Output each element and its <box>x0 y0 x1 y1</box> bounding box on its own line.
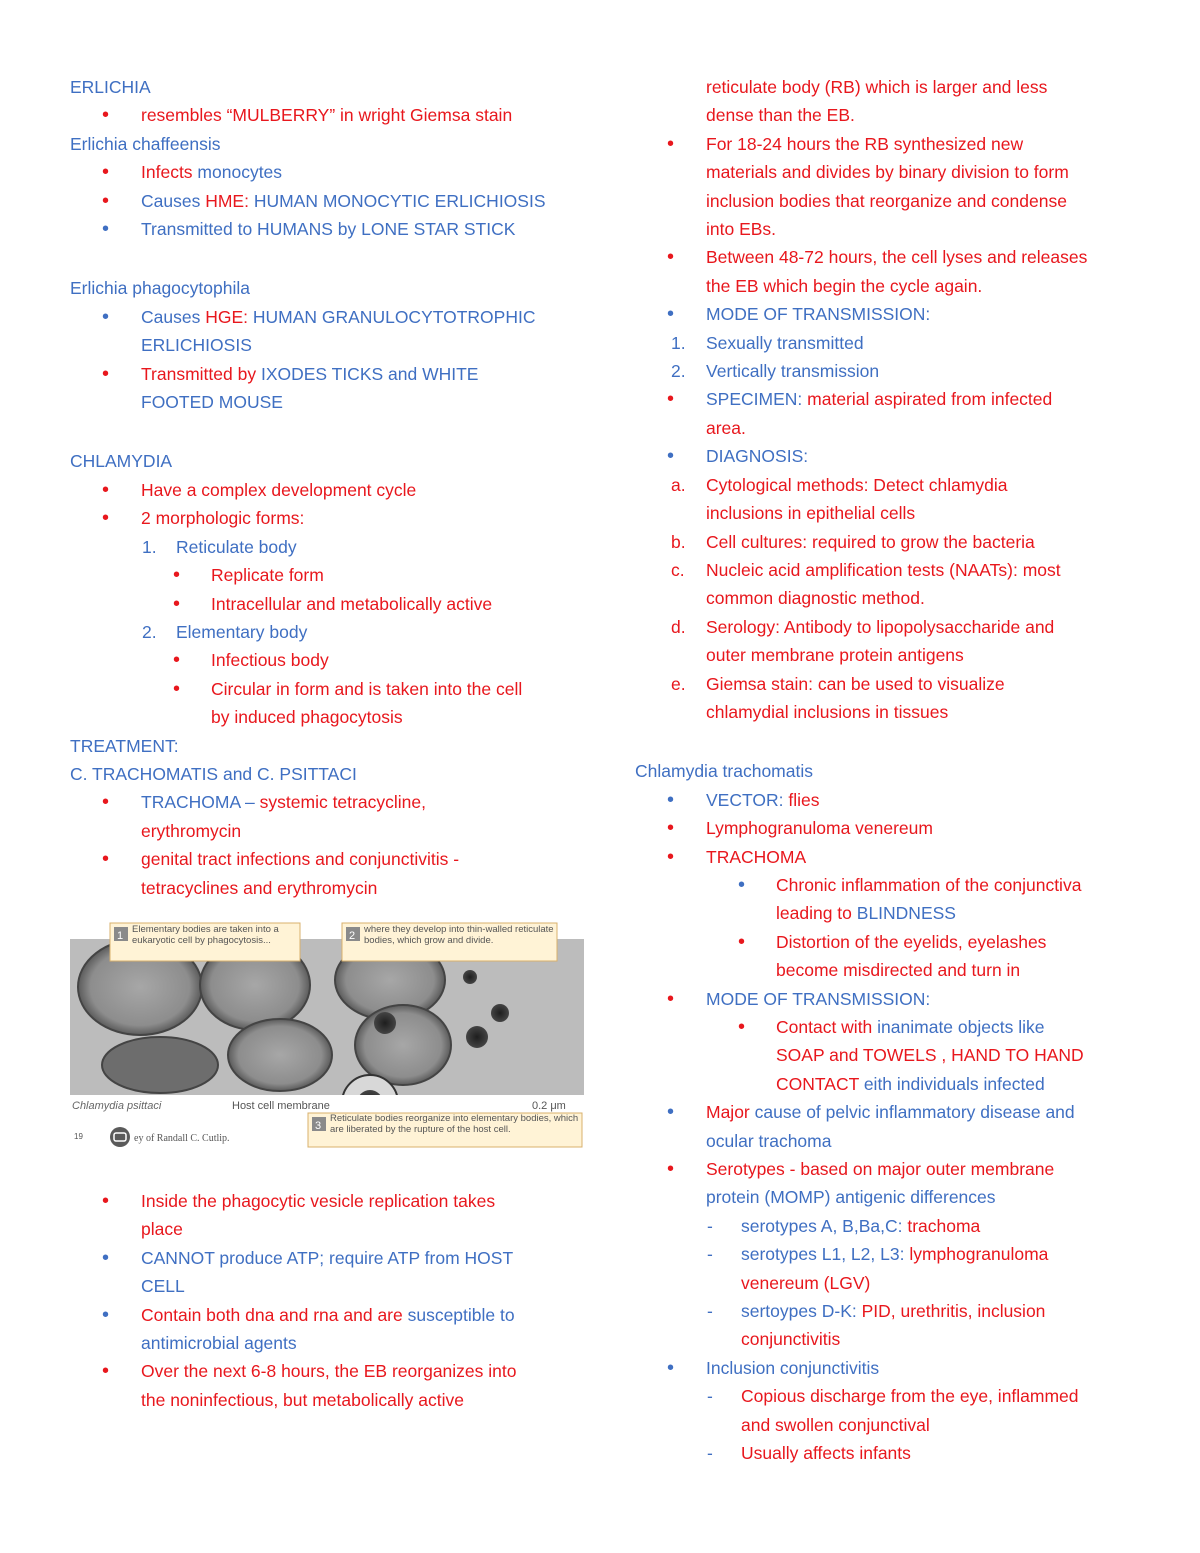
credit-caption: ey of Randall C. Cutlip. <box>134 1132 230 1144</box>
micrograph-svg <box>70 917 584 1149</box>
sub-item: • Distortion of the eyelids, eyelashes <box>635 928 1145 956</box>
bullet-icon: • <box>102 1360 110 1383</box>
dash-item-continuation: venereum (LGV) <box>741 1272 871 1293</box>
sub-item-continuation: leading to BLINDNESS <box>776 903 956 924</box>
host-cell-region <box>102 1037 218 1093</box>
elementary-body <box>466 1026 488 1048</box>
phagocytophila-heading: Erlichia phagocytophila <box>70 278 250 299</box>
bullet-icon: • <box>102 1303 110 1326</box>
bullet-icon: • <box>102 1189 110 1212</box>
lettered-item: c. Nucleic acid amplification tests (NAATs): most <box>671 559 1061 580</box>
list-item: • Inside the phagocytic vesicle replication takes <box>70 1187 590 1215</box>
dash-item: - sertoypes D-K: PID, urethritis, inclusion <box>707 1301 1046 1322</box>
numbered-item: 2. Vertically transmission <box>671 361 880 382</box>
camera-icon <box>110 1127 130 1147</box>
sub-item: • Infectious body <box>70 646 590 674</box>
sub-item-continuation: become misdirected and turn in <box>776 960 1021 981</box>
list-item: • Causes HME: HUMAN MONOCYTIC ERLICHIOSIS <box>70 187 590 215</box>
lettered-item: e. Giemsa stain: can be used to visualize <box>671 673 1005 694</box>
list-item-continuation: the EB which begin the cycle again. <box>706 275 983 296</box>
label-box-1-text-wrap <box>132 924 298 960</box>
bullet-icon: • <box>667 817 675 840</box>
label-box-1-text: Elementary bodies are taken into a eukaryotic cell by phagocytosis... <box>132 923 279 946</box>
lettered-item-continuation: outer membrane protein antigens <box>706 645 964 666</box>
list-item: • Major cause of pelvic inflammatory disease and <box>635 1098 1145 1126</box>
species-caption: Chlamydia psittaci <box>72 1099 162 1112</box>
bullet-icon: • <box>667 303 675 326</box>
bullet-icon: • <box>102 848 110 871</box>
bullet-icon: • <box>667 388 675 411</box>
bullet-icon: • <box>173 592 181 615</box>
chlamydia-micrograph-figure <box>70 917 584 1149</box>
bullet-icon: • <box>102 791 110 814</box>
left-column <box>70 73 590 1414</box>
scale-caption: 0.2 μm <box>532 1099 566 1112</box>
list-item-continuation: place <box>141 1219 183 1240</box>
list-item: • TRACHOMA – systemic tetracycline, <box>70 788 590 816</box>
lettered-item: d. Serology: Antibody to lipopolysaccharide and <box>671 616 1055 637</box>
reticulate-body <box>228 1019 332 1091</box>
trachomatis-heading: Chlamydia trachomatis <box>635 761 813 782</box>
treatment-heading: TREATMENT: <box>70 735 179 756</box>
list-item: • genital tract infections and conjunctivitis - <box>70 845 590 873</box>
elementary-body <box>463 970 477 984</box>
bullet-icon: • <box>102 161 110 184</box>
bullet-icon: • <box>102 362 110 385</box>
label-box-2-text: where they develop into thin-walled reticulate bodies, which grow and divide. <box>364 923 554 946</box>
bullet-icon: • <box>738 1016 746 1038</box>
bullet-icon: • <box>102 478 110 501</box>
bullet-icon: • <box>738 873 746 896</box>
dash-item: - Usually affects infants <box>707 1443 911 1464</box>
list-item-continuation: materials and divides by binary division to form <box>706 162 1069 183</box>
bullet-icon: • <box>102 189 110 212</box>
dash-item-continuation: conjunctivitis <box>741 1329 841 1350</box>
bullet-icon: • <box>102 305 110 328</box>
label-box-2-text-wrap <box>364 924 554 960</box>
lettered-item: b. Cell cultures: required to grow the bacteria <box>671 531 1035 552</box>
list-item-continuation: erythromycin <box>141 820 242 841</box>
label-box-3-text: Reticulate bodies reorganize into elementary bodies, which are liberated by the rupture of the host cell. <box>330 1113 579 1135</box>
bullet-icon: • <box>667 1101 675 1124</box>
list-item: • SPECIMEN: material aspirated from infected <box>635 385 1145 413</box>
sub-item: • Contact with inanimate objects like <box>635 1013 1145 1041</box>
bullet-icon: • <box>667 987 675 1010</box>
list-item-continuation: FOOTED MOUSE <box>141 392 283 413</box>
list-item-continuation: antimicrobial agents <box>141 1333 297 1353</box>
list-item: • Between 48-72 hours, the cell lyses and releases <box>635 243 1145 271</box>
list-item: • resembles “MULBERRY” in wright Giemsa stain <box>70 101 590 129</box>
bullet-icon: • <box>667 788 675 811</box>
bullet-icon: • <box>667 1158 675 1181</box>
list-item: • For 18-24 hours the RB synthesized new <box>635 130 1145 158</box>
bullet-icon: • <box>102 218 110 241</box>
sub-item: • Circular in form and is taken into the cell <box>70 675 590 703</box>
numbered-item: 1. Sexually transmitted <box>671 332 864 353</box>
list-item: • MODE OF TRANSMISSION: <box>635 985 1145 1013</box>
bullet-icon: • <box>667 246 675 269</box>
chaffeensis-heading: Erlichia chaffeensis <box>70 133 221 154</box>
list-item: • Have a complex development cycle <box>70 476 590 504</box>
step-number-1: 1 <box>117 929 124 942</box>
list-item-continuation: dense than the EB. <box>706 105 855 126</box>
list-item: • 2 morphologic forms: <box>70 504 590 532</box>
list-item-continuation: inclusion bodies that reorganize and condense <box>706 190 1067 211</box>
list-item: • CANNOT produce ATP; require ATP from HOST <box>70 1244 590 1272</box>
list-item: • Serotypes - based on major outer membrane <box>635 1155 1145 1183</box>
bullet-icon: • <box>173 649 181 672</box>
lettered-item-continuation: chlamydial inclusions in tissues <box>706 701 949 722</box>
list-item: • Lymphogranuloma venereum <box>635 814 1145 842</box>
list-item-continuation: area. <box>706 417 746 438</box>
list-item-continuation: reticulate body (RB) which is larger and less <box>706 77 1048 97</box>
elementary-body <box>491 1004 509 1022</box>
list-item: • Transmitted by IXODES TICKS and WHITE <box>70 360 590 388</box>
list-item-continuation: protein (MOMP) antigenic differences <box>706 1187 996 1208</box>
dash-item: - Copious discharge from the eye, inflammed <box>707 1386 1079 1407</box>
dash-item: - serotypes L1, L2, L3: lymphogranuloma <box>707 1244 1049 1265</box>
bullet-icon: • <box>738 930 746 953</box>
label-box-3-text-wrap <box>330 1114 580 1146</box>
lettered-item: a. Cytological methods: Detect chlamydia <box>671 474 1008 495</box>
sub-item: • Replicate form <box>70 561 590 589</box>
numbered-item: 1. Reticulate body <box>142 536 297 557</box>
list-item-continuation: into EBs. <box>706 219 777 240</box>
bullet-icon: • <box>667 445 675 468</box>
step-number-3: 3 <box>315 1119 322 1132</box>
list-item-continuation: CELL <box>141 1276 185 1297</box>
bullet-icon: • <box>667 845 675 868</box>
list-item: • VECTOR: flies <box>635 786 1145 814</box>
list-item: • Contain both dna and rna and are susceptible to <box>70 1301 590 1329</box>
bullet-icon: • <box>667 1356 675 1379</box>
list-item: • Transmitted to HUMANS by LONE STAR STICK <box>70 215 590 243</box>
list-item-continuation: ocular trachoma <box>706 1130 832 1151</box>
list-item-continuation: ERLICHIOSIS <box>141 335 252 356</box>
list-item: • DIAGNOSIS: <box>635 442 1145 470</box>
list-item-continuation: tetracyclines and erythromycin <box>141 877 378 898</box>
list-item: • MODE OF TRANSMISSION: <box>635 300 1145 328</box>
step-number-2: 2 <box>349 929 356 942</box>
dash-item-continuation: and swollen conjunctival <box>741 1414 930 1435</box>
right-column <box>635 73 1145 1468</box>
list-item: • Infects monocytes <box>70 158 590 186</box>
list-item: • Inclusion conjunctivitis <box>635 1354 1145 1382</box>
bullet-icon: • <box>667 132 675 155</box>
list-item: • Over the next 6-8 hours, the EB reorganizes into <box>70 1357 590 1385</box>
dash-item: - serotypes A, B,Ba,C: trachoma <box>707 1215 981 1236</box>
bullet-icon: • <box>102 1246 110 1269</box>
bullet-icon: • <box>102 507 110 530</box>
sub-item: • Intracellular and metabolically active <box>70 590 590 618</box>
list-item: • TRACHOMA <box>635 843 1145 871</box>
list-item-continuation: the noninfectious, but metabolically active <box>141 1389 464 1410</box>
reticulate-body <box>355 1005 451 1085</box>
lettered-item-continuation: common diagnostic method. <box>706 588 925 609</box>
sub-item-continuation: SOAP and TOWELS , HAND TO HAND <box>776 1045 1084 1066</box>
sub-item-continuation: by induced phagocytosis <box>211 707 403 728</box>
chlamydia-heading: CHLAMYDIA <box>70 451 173 472</box>
list-item: • Causes HGE: HUMAN GRANULOCYTOTROPHIC <box>70 303 590 331</box>
sub-item: • Chronic inflammation of the conjunctiva <box>635 871 1145 899</box>
numbered-item: 2. Elementary body <box>142 621 308 642</box>
lettered-item-continuation: inclusions in epithelial cells <box>706 503 916 524</box>
bullet-icon: • <box>102 104 110 127</box>
bullet-icon: • <box>173 677 181 700</box>
bullet-icon: • <box>173 564 181 587</box>
membrane-caption: Host cell membrane <box>232 1099 330 1112</box>
treatment-species: C. TRACHOMATIS and C. PSITTACI <box>70 763 357 784</box>
erlichia-heading: ERLICHIA <box>70 77 151 97</box>
sub-item-continuation: CONTACT eith individuals infected <box>776 1073 1045 1094</box>
elementary-body <box>374 1012 396 1034</box>
credit-prefix: 19 <box>74 1131 83 1141</box>
